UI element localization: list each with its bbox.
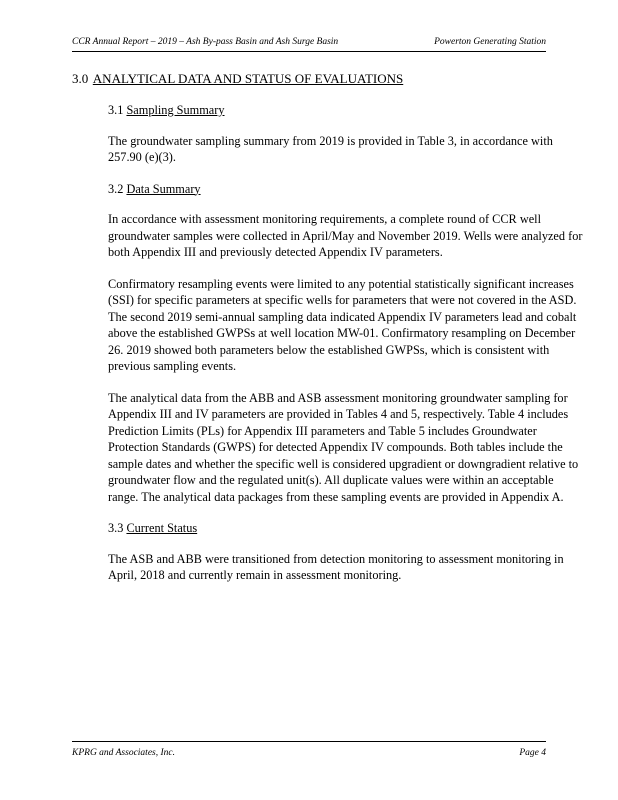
- paragraph: The groundwater sampling summary from 2019 is provided in Table 3, in accordance with 257.90 (e)(3).: [108, 133, 553, 164]
- section-title: ANALYTICAL DATA AND STATUS OF EVALUATIONS: [92, 71, 404, 86]
- subsection-title: Current Status: [126, 521, 198, 535]
- page-header: [72, 37, 546, 52]
- subsection-title: Sampling Summary: [126, 103, 225, 117]
- footer-company: KPRG and Associates, Inc.: [72, 748, 175, 758]
- section-heading: [72, 71, 403, 87]
- document-body: [108, 98, 584, 599]
- paragraph: Confirmatory resampling events were limited to any potential statistically significant increases (SSI) for specific parameters at specific wells for parameters that were not covered in the ASD. The second 2019 semi-annual sampling data indicated Appendix IV parameters lead and cobalt above the established GWPSs at well location MW-01. Confirmatory resampling on December 26. 2019 showed both parameters below the established GWPSs, which is consistent with previous sampling events.: [108, 276, 577, 373]
- subsection-number: 3.3: [108, 521, 124, 535]
- paragraph: The ASB and ABB were transitioned from detection monitoring to assessment monitoring in April, 2018 and currently remain in assessment monitoring.: [108, 551, 564, 582]
- subsection-number: 3.1: [108, 103, 124, 117]
- paragraph: In accordance with assessment monitoring requirements, a complete round of CCR well groundwater samples were collected in April/May and November 2019. Wells were analyzed for both Appendix III and previously detected Appendix IV parameters.: [108, 212, 583, 259]
- subsection-heading-current-status: [108, 520, 584, 537]
- page-footer: [72, 741, 546, 762]
- subsection-heading-data-summary: [108, 181, 584, 198]
- header-station-name: Powerton Generating Station: [434, 37, 546, 47]
- subsection-number: 3.2: [108, 181, 124, 196]
- header-report-title: CCR Annual Report – 2019 – Ash By-pass Basin and Ash Surge Basin: [72, 37, 339, 47]
- subsection-heading-sampling-summary: [108, 102, 584, 119]
- paragraph: The analytical data from the ABB and ASB assessment monitoring groundwater sampling for Appendix III and IV parameters are provided in Tables 4 and 5, respectively. Table 4 includes Prediction Limits (PLs) for Appendix III parameters and Table 5 includes Groundwater Protection Standards (GWPS) for detected Appendix IV compounds. Both tables include the sample dates and whether the specific well is considered upgradient or downgradient relative to groundwater flow and the regulated unit(s). All duplicate values were within an acceptable range. The analytical data packages from these sampling events are provided in Appendix A.: [108, 390, 579, 504]
- footer-page-number: Page 4: [519, 748, 546, 758]
- section-number: 3.0: [72, 71, 89, 86]
- subsection-title: Data Summary: [126, 181, 201, 196]
